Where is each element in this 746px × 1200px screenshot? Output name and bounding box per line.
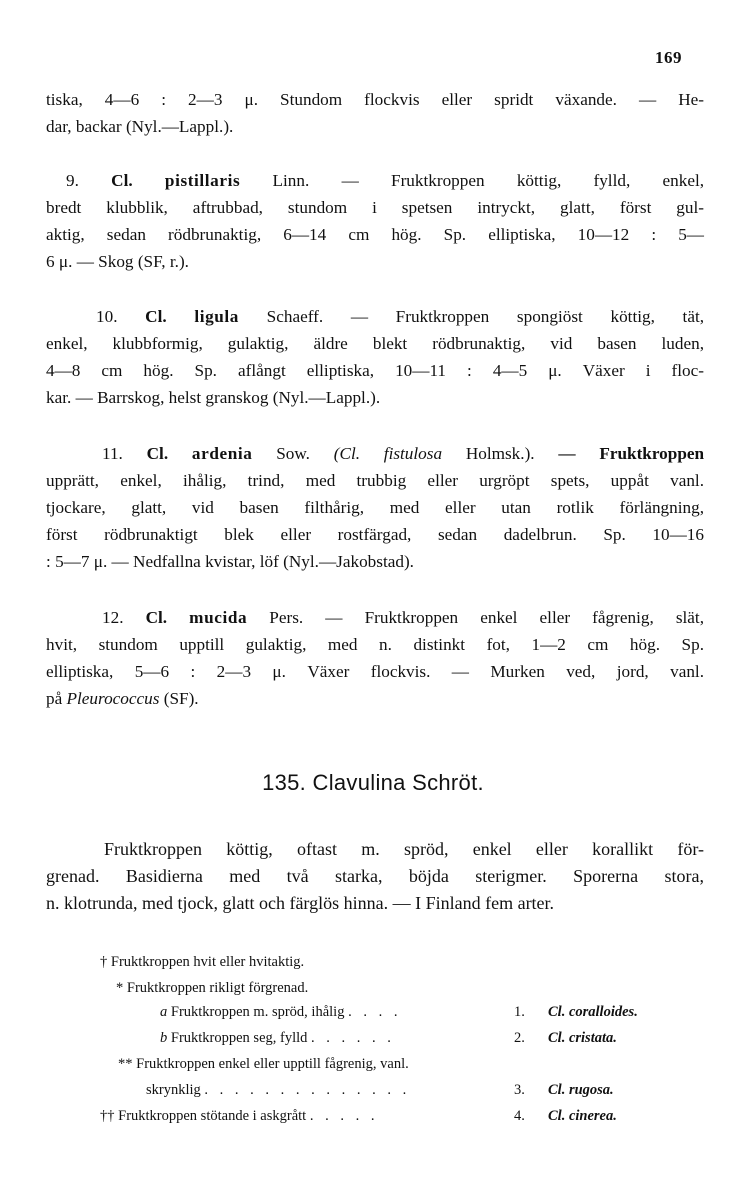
species-name: ligula: [194, 307, 239, 326]
text-line: elliptiska, 5—6 : 2—3 μ. Växer flockvis. — Murken ved, jord, vanl.: [46, 662, 704, 681]
species-author: Linn.: [272, 171, 310, 190]
species-entry-ligula: [46, 303, 704, 411]
key-number: 2.: [514, 1030, 525, 1046]
text-line: grenad. Basidierna med två starka, böjda sterigmer. Sporerna stora,: [46, 866, 704, 886]
entry-number: 10.: [96, 307, 118, 326]
species-author: Schaeff.: [266, 307, 324, 326]
key-species: Cl. coralloides.: [548, 1004, 638, 1020]
key-species: Cl. cinerea.: [548, 1108, 617, 1124]
entry-text: — Fruktkroppen enkel eller fågrenig, slät,: [325, 608, 704, 627]
text-line: hvit, stundom upptill gulaktig, med n. distinkt fot, 1—2 cm hög. Sp.: [46, 635, 704, 654]
genus-abbrev: Cl.: [111, 171, 133, 190]
text-line: [46, 685, 704, 712]
species-name: ardenia: [191, 444, 253, 463]
species-name: pistillaris: [164, 171, 241, 190]
key-number: 3.: [514, 1082, 525, 1098]
species-author: Sow.: [276, 444, 310, 463]
species-author: Pers.: [269, 608, 304, 627]
text-line: 6 μ. — Skog (SF, r.).: [46, 252, 189, 271]
text-fragment: på: [46, 689, 63, 708]
text-line: kar. — Barrskog, helst granskog (Nyl.—Lappl.).: [46, 388, 381, 407]
species-name: mucida: [189, 608, 248, 627]
text-line: tjockare, glatt, vid basen filthårig, med eller utan rotlik förlängning,: [46, 498, 704, 517]
leader-dots: . . . . . . . . . . . . . .: [204, 1082, 411, 1098]
entry-number: 9.: [66, 171, 79, 190]
text-line: först rödbrunaktigt blek eller rostfärgad, sedan dadelbrun. Sp. 10—16: [46, 525, 704, 544]
key-text: †† Fruktkroppen stötande i askgrått: [100, 1108, 307, 1124]
text-line: aktig, sedan rödbrunaktig, 6—14 cm hög. Sp. elliptiska, 10—12 : 5—: [46, 225, 704, 244]
genus-abbrev: Cl.: [145, 307, 167, 326]
genus-abbrev: Cl.: [145, 608, 168, 627]
key-number: 1.: [514, 1004, 525, 1020]
synonym-name: (Cl. fistulosa: [333, 444, 443, 463]
key-species: Cl. rugosa.: [548, 1082, 614, 1098]
key-text: skrynklig: [146, 1082, 201, 1098]
genus-abbrev: Cl.: [146, 444, 169, 463]
text-line: 4—8 cm hög. Sp. aflångt elliptiska, 10—11 : 4—5 μ. Växer i floc-: [46, 361, 704, 380]
section-number: 135.: [262, 770, 307, 795]
leader-dots: . . . . . .: [311, 1030, 395, 1046]
entry-text: — Fruktkroppen spongiöst köttig, tät,: [350, 307, 705, 326]
key-letter: b: [160, 1030, 168, 1046]
text-line: Fruktkroppen köttig, oftast m. spröd, enkel eller korallikt för-: [104, 839, 704, 859]
entry-first-line: [46, 303, 704, 330]
key-line-rugosa: [146, 1080, 746, 1100]
text-line: tiska, 4—6 : 2—3 μ. Stundom flockvis eller spridt växande. — He-: [46, 90, 704, 109]
genus-description: [46, 836, 704, 917]
key-text: Fruktkroppen m. spröd, ihålig: [170, 1004, 345, 1020]
key-line: * Fruktkroppen rikligt förgrenad.: [116, 980, 309, 996]
section-title: Clavulina Schröt.: [312, 770, 484, 795]
text-line: n. klotrunda, med tjock, glatt och färglös hinna. — I Finland fem arter.: [46, 893, 555, 913]
key-line-coralloides: [160, 1002, 746, 1022]
key-line: ** Fruktkroppen enkel eller upptill fågrenig, vanl.: [118, 1056, 409, 1072]
key-number: 4.: [514, 1108, 525, 1124]
leader-dots: . . . .: [348, 1004, 402, 1020]
entry-number: 12.: [102, 608, 124, 627]
entry-text: — Fruktkroppen: [558, 444, 705, 463]
text-fragment: (SF).: [163, 689, 199, 708]
species-entry-mucida: [46, 604, 704, 712]
section-heading: [0, 770, 746, 796]
text-line: upprätt, enkel, ihålig, trind, med trubbig eller urgröpt spets, uppåt vanl.: [46, 471, 704, 490]
key-line: † Fruktkroppen hvit eller hvitaktig.: [100, 954, 305, 970]
genus-italic: Pleurococcus: [66, 689, 160, 708]
text-line: dar, backar (Nyl.—Lappl.).: [46, 117, 234, 136]
entry-first-line: [46, 167, 704, 194]
key-letter: a: [160, 1004, 168, 1020]
entry-number: 11.: [102, 444, 123, 463]
key-line-cristata: [160, 1028, 746, 1048]
leader-dots: . . . . .: [309, 1108, 379, 1124]
entry-text: — Fruktkroppen köttig, fylld, enkel,: [341, 171, 705, 190]
text-line: enkel, klubbformig, gulaktig, äldre blekt rödbrunaktig, vid basen luden,: [46, 334, 704, 353]
synonym-author: Holmsk.).: [465, 444, 535, 463]
text-line: bredt klubblik, aftrubbad, stundom i spetsen intryckt, glatt, först gul-: [46, 198, 704, 217]
entry-first-line: [46, 604, 704, 631]
species-entry-pistillaris: [46, 167, 704, 275]
species-entry-ardenia: [46, 440, 704, 575]
entry-first-line: [46, 440, 704, 467]
text-line: : 5—7 μ. — Nedfallna kvistar, löf (Nyl.—Jakobstad).: [46, 552, 414, 571]
page-number: 169: [655, 48, 682, 67]
continuation-paragraph: [46, 86, 704, 140]
key-species: Cl. cristata.: [548, 1030, 617, 1046]
key-text: Fruktkroppen seg, fylld: [170, 1030, 308, 1046]
